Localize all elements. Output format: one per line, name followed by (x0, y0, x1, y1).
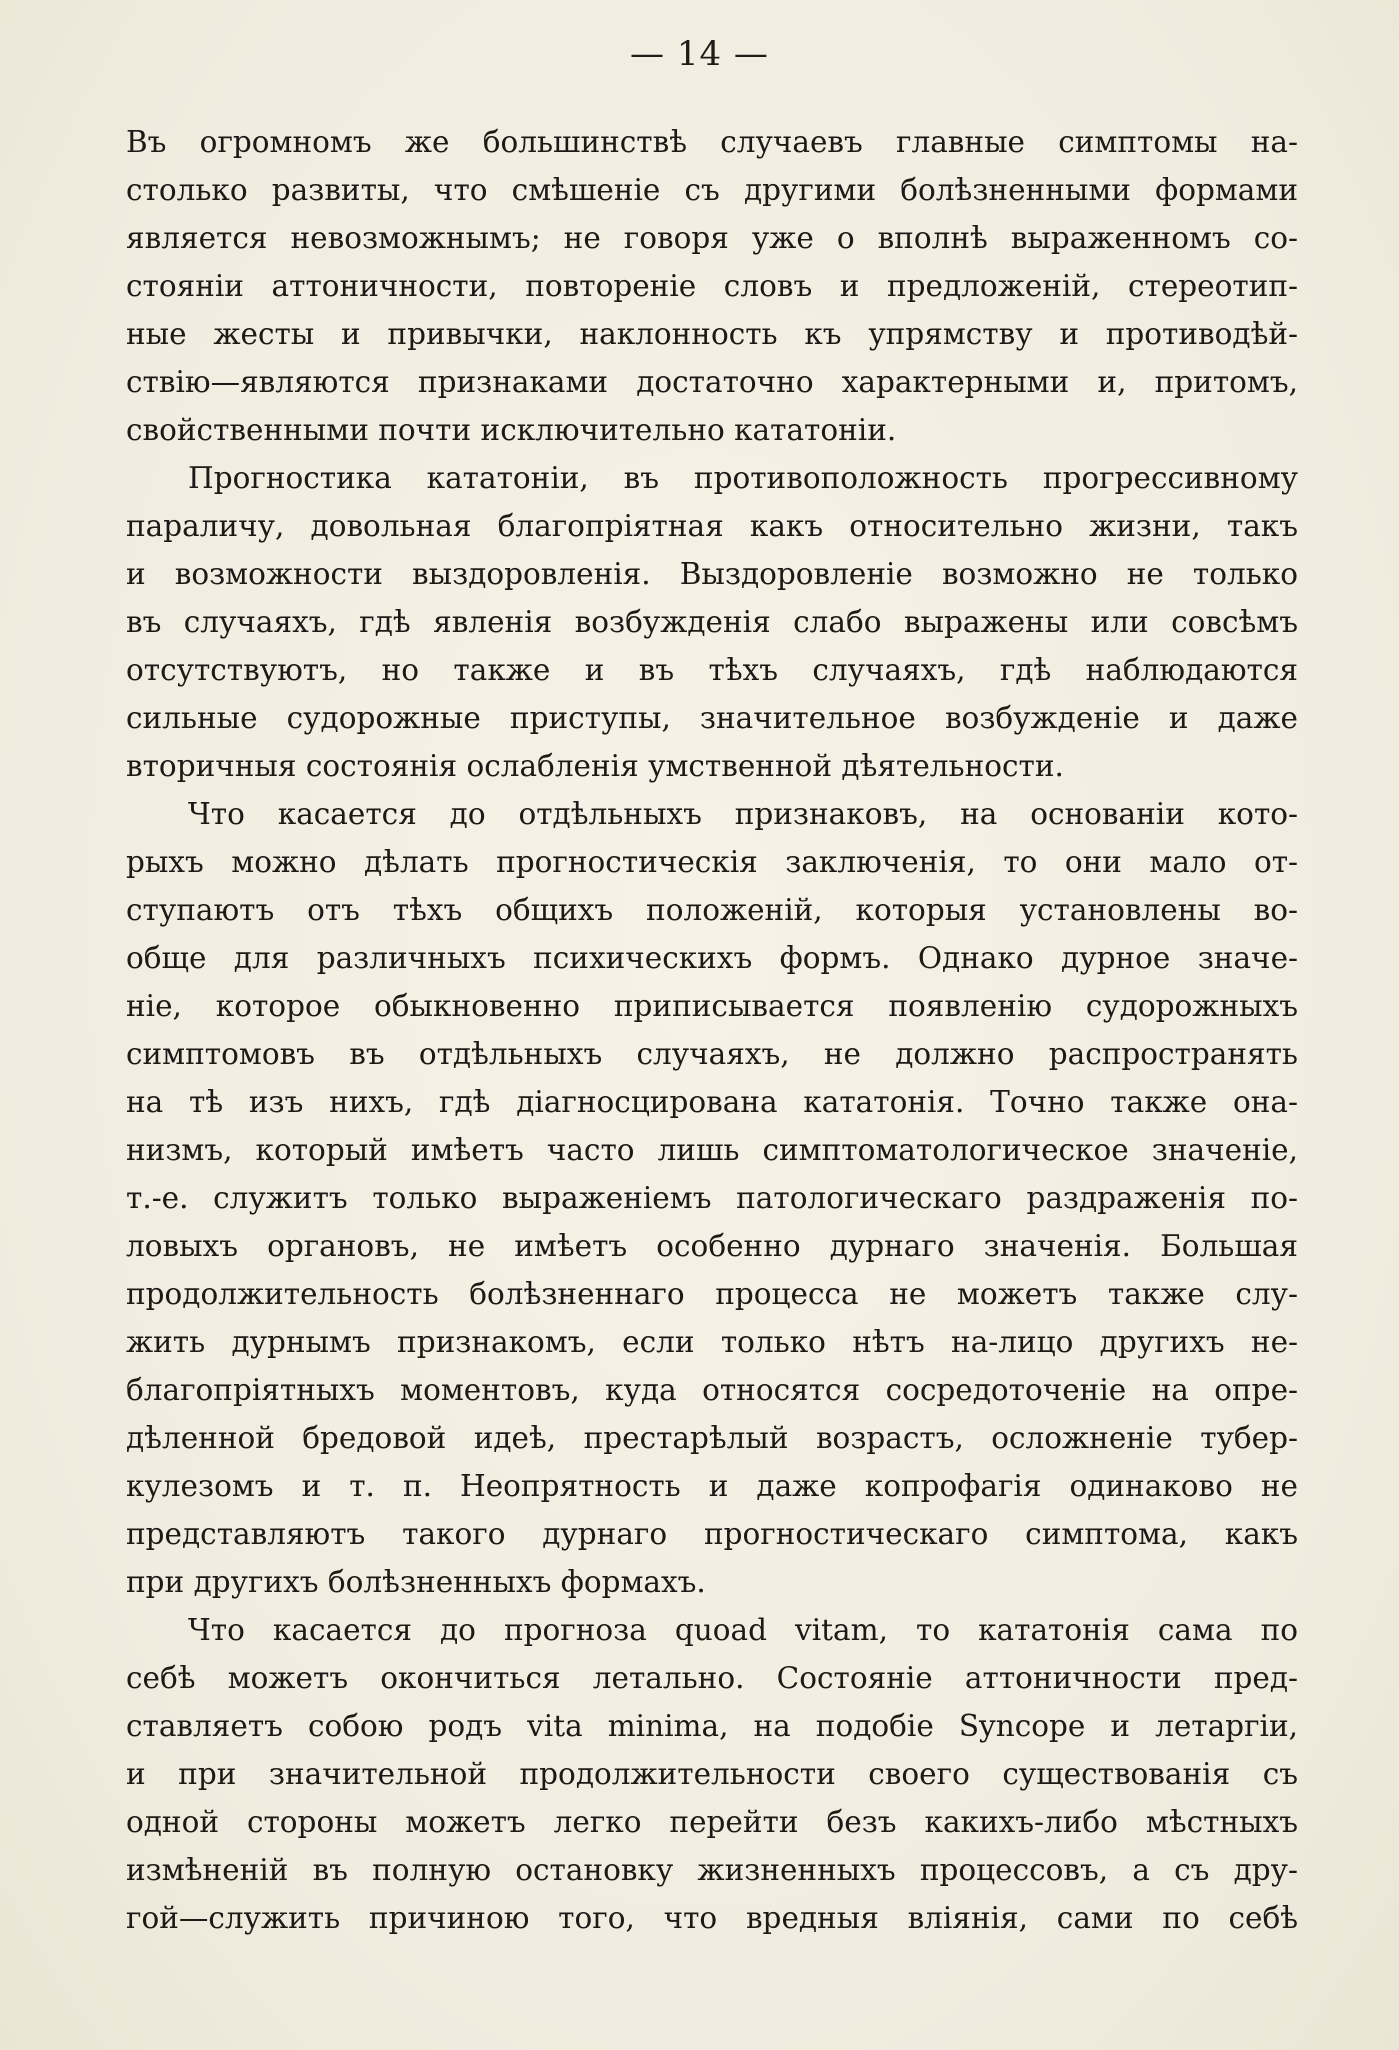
text-line: продолжительность болѣзненнаго процесса не можетъ также слу- (126, 1277, 1298, 1311)
page-number: — 14 — (630, 34, 769, 74)
text-line: ловыхъ органовъ, не имѣетъ особенно дурнаго значенія. Большая (126, 1229, 1298, 1263)
paragraph-2 (126, 454, 1298, 790)
text-line: жить дурнымъ признакомъ, если только нѣтъ на-лицо другихъ не- (126, 1325, 1298, 1359)
text-line: низмъ, который имѣетъ часто лишь симптоматологическое значеніе, (126, 1133, 1298, 1167)
paragraph-4 (126, 1606, 1298, 1942)
text-line: и возможности выздоровленія. Выздоровленіе возможно не только (126, 557, 1298, 591)
text-line: Что касается до прогноза quoad vitam, то кататонія сама по (188, 1613, 1298, 1647)
text-line: и при значительной продолжительности своего существованія съ (126, 1757, 1298, 1791)
text-line: ные жесты и привычки, наклонность къ упрямству и противодѣй- (126, 317, 1298, 351)
text-line: гой—служить причиною того, что вредныя вліянія, сами по себѣ (126, 1901, 1298, 1935)
text-line: кулезомъ и т. п. Неопрятность и даже копрофагія одинаково не (126, 1469, 1298, 1503)
text-line: Что касается до отдѣльныхъ признаковъ, на основаніи кото- (188, 797, 1298, 831)
text-line: рыхъ можно дѣлать прогностическія заключенія, то они мало от- (126, 845, 1298, 879)
paragraph-3 (126, 790, 1298, 1606)
text-line: симптомовъ въ отдѣльныхъ случаяхъ, не должно распространять (126, 1037, 1298, 1071)
text-line: на тѣ изъ нихъ, гдѣ діагносцирована кататонія. Точно также она- (126, 1085, 1298, 1119)
text-line: ступаютъ отъ тѣхъ общихъ положеній, которыя установлены во- (126, 893, 1298, 927)
text-line: столько развиты, что смѣшеніе съ другими болѣзненными формами (126, 173, 1298, 207)
text-line: стояніи аттоничности, повтореніе словъ и предложеній, стереотип- (126, 269, 1298, 303)
text-line: Въ огромномъ же большинствѣ случаевъ главные симптомы на- (126, 125, 1298, 159)
text-line: благопріятныхъ моментовъ, куда относятся сосредоточеніе на опре- (126, 1373, 1298, 1407)
text-line: т.-е. служитъ только выраженіемъ патологическаго раздраженія по- (126, 1181, 1298, 1215)
text-line: вторичныя состоянія ослабленія умственной дѣятельности. (126, 749, 1064, 783)
text-line: отсутствуютъ, но также и въ тѣхъ случаяхъ, гдѣ наблюдаются (126, 653, 1298, 687)
text-line: дѣленной бредовой идеѣ, престарѣлый возрастъ, осложненіе тубер- (126, 1421, 1298, 1455)
paragraph-1 (126, 118, 1298, 454)
text-line: въ случаяхъ, гдѣ явленія возбужденія слабо выражены или совсѣмъ (126, 605, 1298, 639)
text-line: Прогностика кататоніи, въ противоположность прогрессивному (188, 461, 1298, 495)
text-line: одной стороны можетъ легко перейти безъ какихъ-либо мѣстныхъ (126, 1805, 1298, 1839)
text-line: при другихъ болѣзненныхъ формахъ. (126, 1565, 706, 1599)
text-line: сильные судорожные приступы, значительное возбужденіе и даже (126, 701, 1298, 735)
text-line: обще для различныхъ психическихъ формъ. Однако дурное значе- (126, 941, 1298, 975)
text-line: ставляетъ собою родъ vita minima, на подобіе Syncope и летаргіи, (126, 1709, 1298, 1743)
text-line: является невозможнымъ; не говоря уже о вполнѣ выраженномъ со- (126, 221, 1298, 255)
text-line: свойственными почти исключительно кататоніи. (126, 413, 897, 447)
text-line: себѣ можетъ окончиться летально. Состояніе аттоничности пред- (126, 1661, 1298, 1695)
text-line: представляютъ такого дурнаго прогностическаго симптома, какъ (126, 1517, 1298, 1551)
text-line: ніе, которое обыкновенно приписывается появленію судорожныхъ (126, 989, 1298, 1023)
text-line: измѣненій въ полную остановку жизненныхъ процессовъ, а съ дру- (126, 1853, 1298, 1887)
text-line: ствію—являются признаками достаточно характерными и, притомъ, (126, 365, 1298, 399)
body-text (126, 118, 1298, 1942)
text-line: параличу, довольная благопріятная какъ относительно жизни, такъ (126, 509, 1298, 543)
